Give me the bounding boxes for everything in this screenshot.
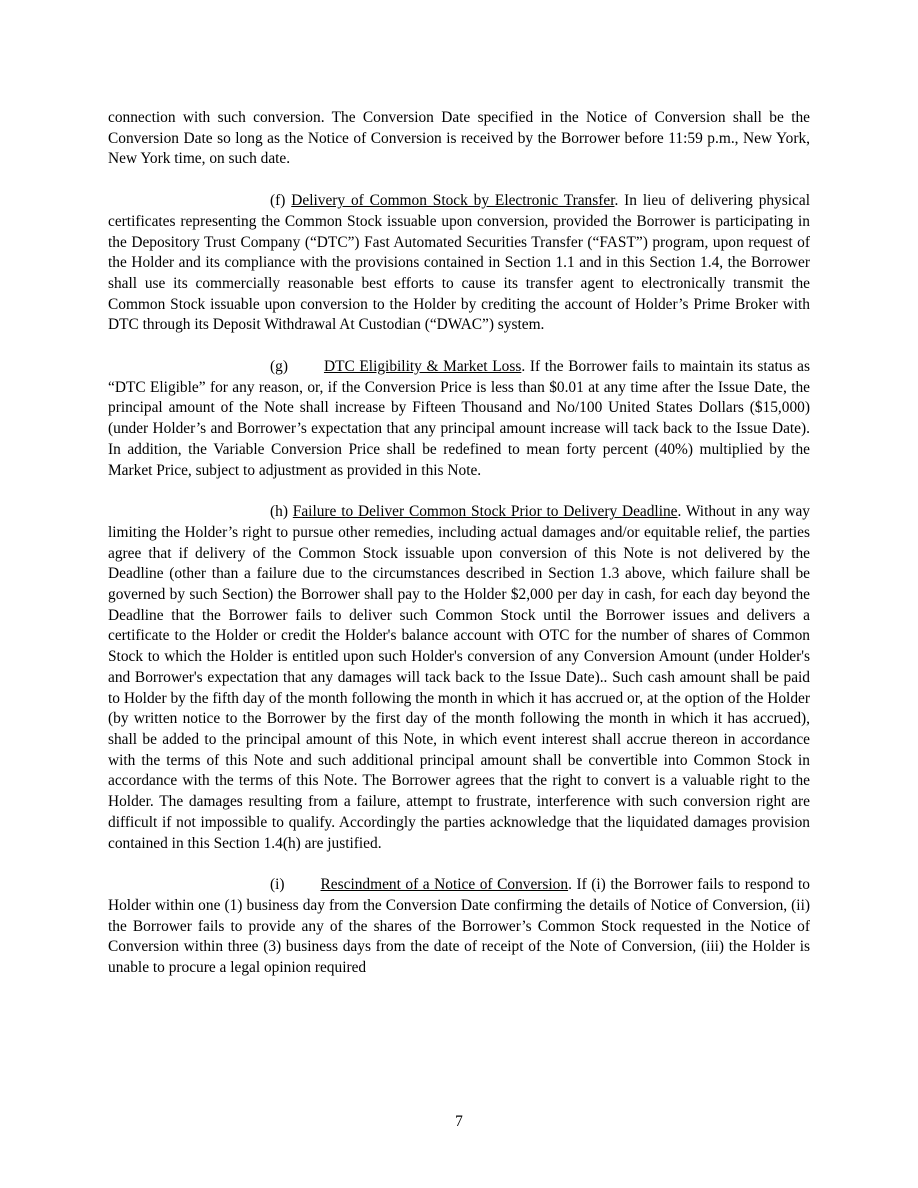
document-body xyxy=(108,108,810,1000)
paragraph-h-failure-to-deliver xyxy=(108,502,810,854)
paragraph-continuation xyxy=(108,108,810,170)
paragraph-heading: Rescindment of a Notice of Conversion xyxy=(320,876,569,894)
paragraph-heading: DTC Eligibility & Market Loss xyxy=(323,358,522,376)
paragraph-label: (g) xyxy=(270,358,288,376)
paragraph-text: connection with such conversion. The Conversion Date specified in the Notice of Conversion shall be the Conversion Date so long as the Notice of Conversion is received by the Borrower before 11:59 p.m., New York, New York time, on such date. xyxy=(108,109,810,168)
paragraph-label: (i) xyxy=(270,876,285,894)
paragraph-heading: Failure to Deliver Common Stock Prior to Delivery Deadline xyxy=(292,503,678,521)
paragraph-label: (f) xyxy=(270,192,286,210)
paragraph-text: . If (i) the Borrower fails to respond to Holder within one (1) business day from the Conversion Date confirming the details of Notice of Conversion, (ii) the Borrower fails to provide any of the shares of the Borrower’s Common Stock requested in the Notice of Conversion within three (3) business days from the date of receipt of the Note of Conversion, (iii) the Holder is unable to procure a legal opinion required xyxy=(108,876,810,977)
paragraph-text: . Without in any way limiting the Holder’s right to pursue other remedies, including actual damages and/or equitable relief, the parties agree that if delivery of the Common Stock issuable upon conversion of this Note is not delivered by the Deadline (other than a failure due to the circumstances described in Section 1.3 above, which failure shall be governed by such Section) the Borrower shall pay to the Holder $2,000 per day in cash, for each day beyond the Deadline that the Borrower fails to deliver such Common Stock until the Borrower issues and delivers a certificate to the Holder or credit the Holder's balance account with OTC for the number of shares of Common Stock to which the Holder is entitled upon such Holder's conversion of any Conversion Amount (under Holder's and Borrower's expectation that any damages will tack back to the Issue Date).. Such cash amount shall be paid to Holder by the fifth day of the month following the month in which it has accrued or, at the option of the Holder (by written notice to the Borrower by the first day of the month following the month in which it has accrued), shall be added to the principal amount of this Note, in which event interest shall accrue thereon in accordance with the terms of this Note and such additional principal amount shall be convertible into Common Stock in accordance with the terms of this Note. The Borrower agrees that the right to convert is a valuable right to the Holder. The damages resulting from a failure, attempt to frustrate, interference with such conversion right are difficult if not impossible to qualify. Accordingly the parties acknowledge that the liquidated damages provision contained in this Section 1.4(h) are justified. xyxy=(108,503,810,852)
page-number: 7 xyxy=(455,1113,463,1130)
paragraph-i-rescindment xyxy=(108,875,810,979)
paragraph-g-dtc-eligibility xyxy=(108,357,810,481)
paragraph-label: (h) xyxy=(270,503,288,521)
paragraph-heading: Delivery of Common Stock by Electronic Transfer xyxy=(291,192,615,210)
paragraph-text: . In lieu of delivering physical certificates representing the Common Stock issuable upon conversion, provided the Borrower is participating in the Depository Trust Company (“DTC”) Fast Automated Securities Transfer (“FAST”) program, upon request of the Holder and its compliance with the provisions contained in Section 1.1 and in this Section 1.4, the Borrower shall use its commercially reasonable best efforts to cause its transfer agent to electronically transmit the Common Stock issuable upon conversion to the Holder by crediting the account of Holder’s Prime Broker with DTC through its Deposit Withdrawal At Custodian (“DWAC”) system. xyxy=(108,192,810,334)
paragraph-text: . If the Borrower fails to maintain its status as “DTC Eligible” for any reason, or, if the Conversion Price is less than $0.01 at any time after the Issue Date, the principal amount of the Note shall increase by Fifteen Thousand and No/100 United States Dollars ($15,000) (under Holder’s and Borrower’s expectation that any principal amount increase will tack back to the Issue Date). In addition, the Variable Conversion Price shall be redefined to mean forty percent (40%) multiplied by the Market Price, subject to adjustment as provided in this Note. xyxy=(108,358,810,479)
paragraph-f-delivery-electronic-transfer xyxy=(108,191,810,336)
